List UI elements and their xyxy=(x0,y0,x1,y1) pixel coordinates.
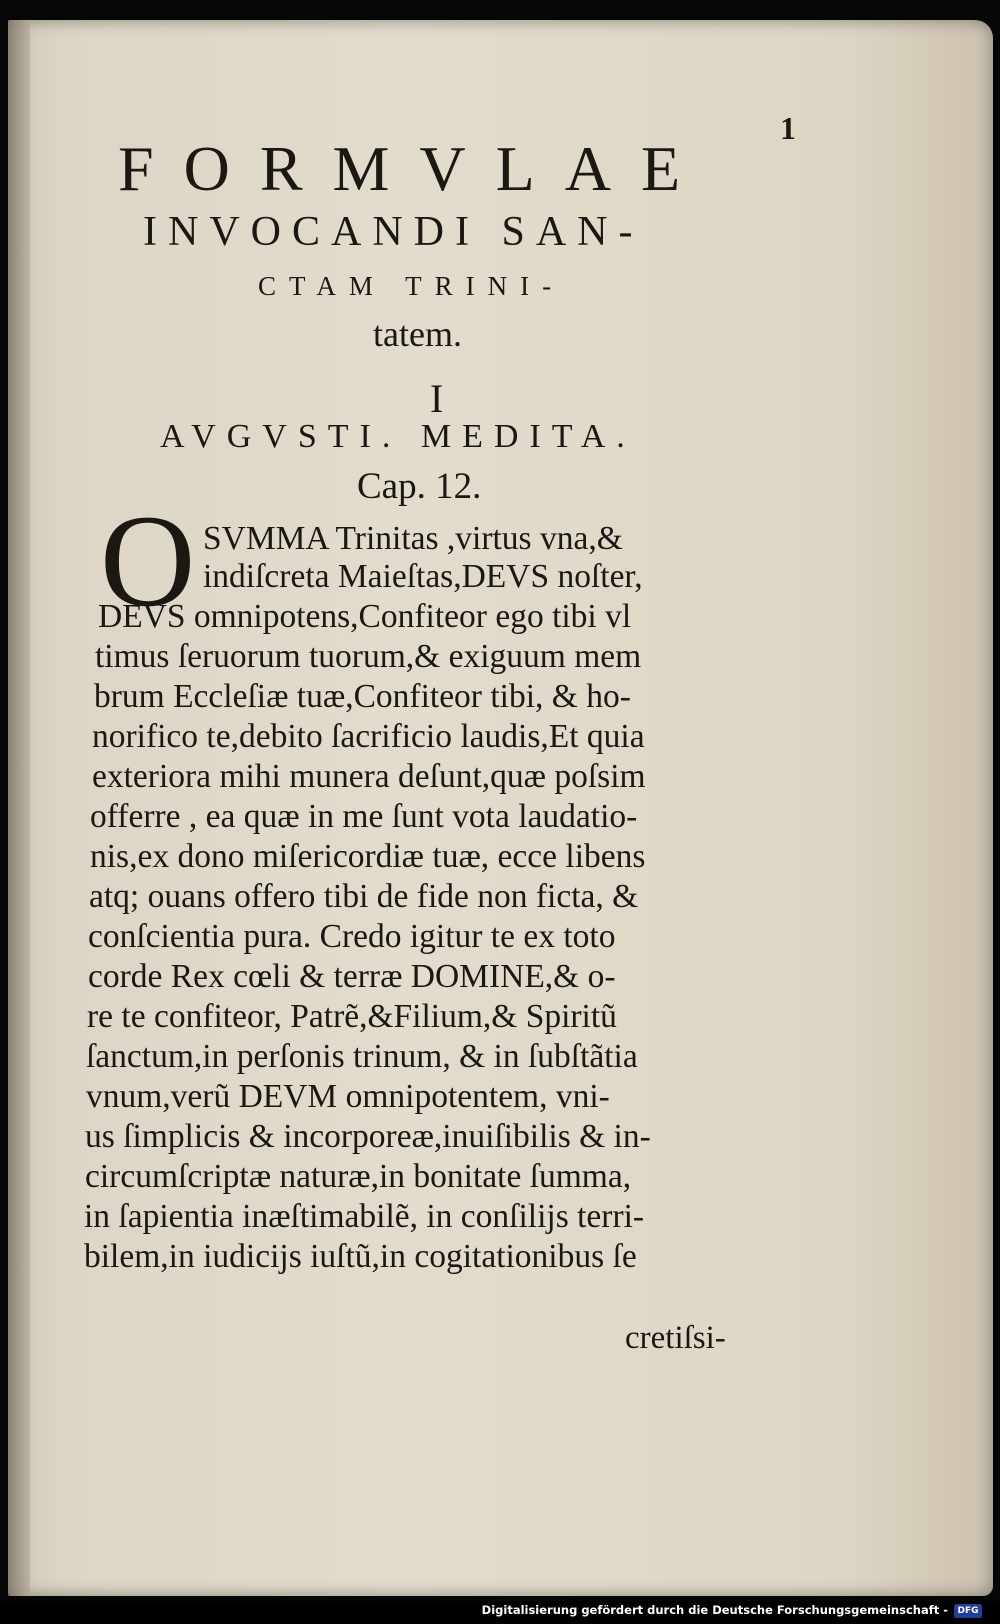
text-line: ſanctum,in perſonis trinum, & in ſubſtãtia xyxy=(86,1038,638,1075)
text-line: us ſimplicis & incorporeæ,inuiſibilis & in- xyxy=(85,1118,651,1155)
text-line: re te confiteor, Patrẽ,&Filium,& Spiritũ xyxy=(87,998,617,1035)
drop-cap: O xyxy=(100,487,196,634)
text-line: nis,ex dono miſericordiæ tuæ, ecce libens xyxy=(90,838,646,875)
chapter-heading: Cap. 12. xyxy=(357,466,482,507)
text-line: brum Eccleſiæ tuæ,Confiteor tibi, & ho- xyxy=(94,678,631,715)
title-line-1: FORMVLAE xyxy=(118,133,711,204)
page-number: 1 xyxy=(780,110,796,146)
text-line: corde Rex cœli & terræ DOMINE,& o- xyxy=(88,958,616,995)
catchword: cretiſsi- xyxy=(625,1320,726,1356)
text-line: timus ſeruorum tuorum,& exiguum mem xyxy=(95,638,642,675)
text-line: in ſapientia inæſtimabilẽ, in conſilijs terri- xyxy=(84,1198,645,1235)
source-heading: AVGVSTI. MEDITA. xyxy=(160,418,636,455)
book-spine-shadow xyxy=(8,20,30,1596)
text-line: exteriora mihi munera deſunt,quæ poſsim xyxy=(92,758,646,795)
text-line: atq; ouans offero tibi de fide non ficta, & xyxy=(89,878,639,915)
text-line: offerre , ea quæ in me ſunt vota laudatio- xyxy=(90,798,638,835)
title-line-3: CTAM TRINI- xyxy=(258,271,565,301)
text-line: SVMMA Trinitas ,virtus vna,& xyxy=(203,520,623,557)
text-line: indiſcreta Maieſtas,DEVS noſter, xyxy=(203,558,643,595)
text-line: bilem,in iudicijs iuſtũ,in cogitationibus ſe xyxy=(84,1238,637,1275)
text-line: conſcientia pura. Credo igitur te ex toto xyxy=(88,918,616,955)
text-line: vnum,verũ DEVM omnipotentem, vni- xyxy=(86,1078,610,1115)
footer-credit: Digitalisierung gefördert durch die Deutsche Forschungsgemeinschaft - xyxy=(481,1603,948,1617)
text-line: DEVS omnipotens,Confiteor ego tibi vl xyxy=(98,598,632,635)
text-line: circumſcriptæ naturæ,in bonitate ſumma, xyxy=(85,1158,632,1195)
footer-bar xyxy=(0,1601,1000,1624)
dfg-logo-icon: DFG xyxy=(954,1604,982,1618)
title-line-4: tatem. xyxy=(373,314,462,354)
title-line-2: INVOCANDI SAN- xyxy=(143,209,644,255)
text-line: norifico te,debito ſacrificio laudis,Et quia xyxy=(92,718,645,755)
section-number: I xyxy=(430,376,444,421)
